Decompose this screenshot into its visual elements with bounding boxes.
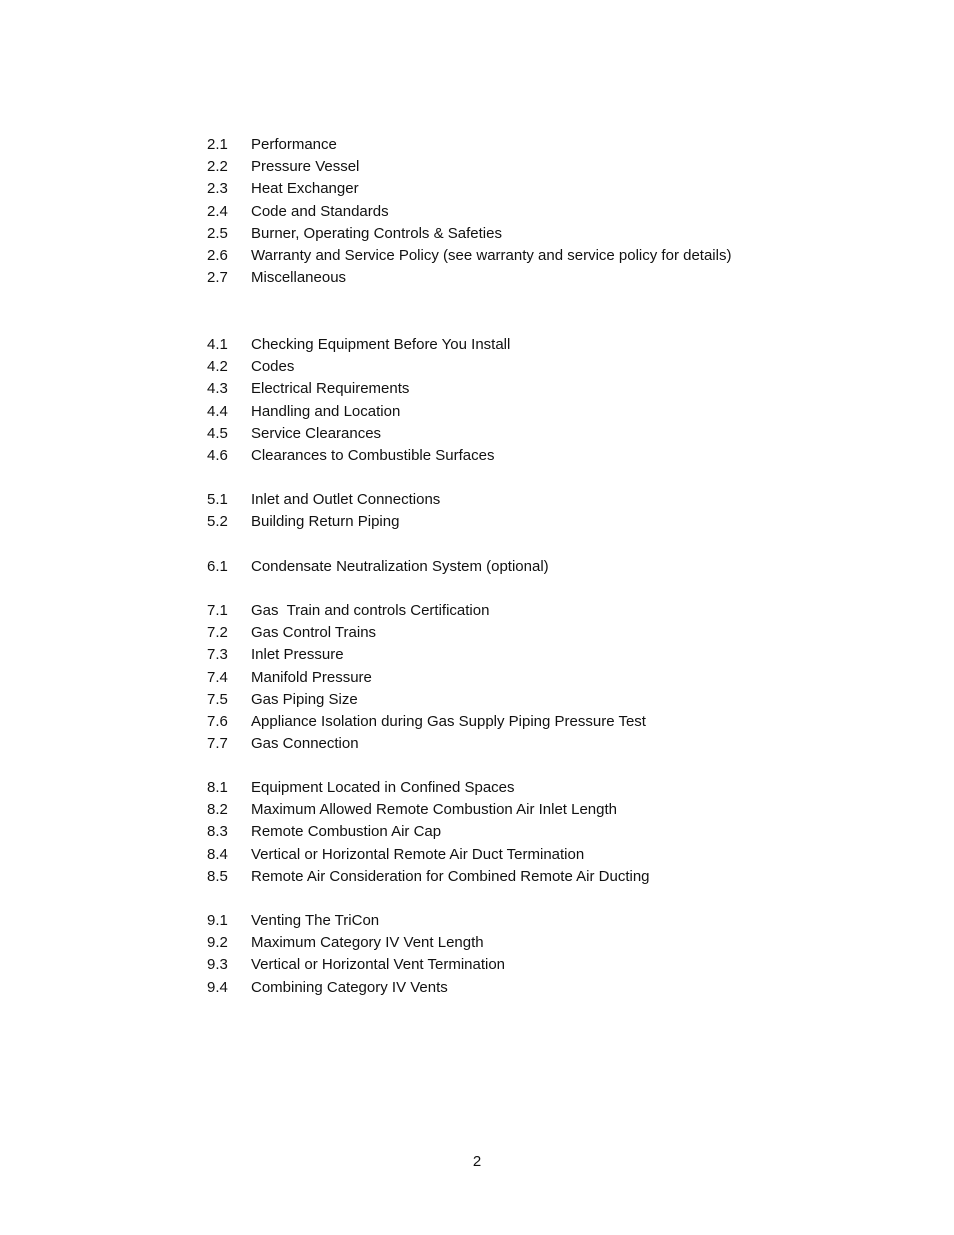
toc-entry — [207, 201, 807, 223]
toc-entry — [207, 489, 807, 511]
toc-entry-title: Inlet Pressure — [251, 646, 344, 664]
toc-entry-title: Service Clearances — [251, 424, 382, 442]
toc-section — [207, 910, 807, 999]
toc-entry-number: 4.1 — [207, 336, 228, 353]
toc-entry — [207, 556, 807, 578]
toc-entry-number: 9.3 — [207, 956, 228, 974]
toc-section — [207, 134, 807, 289]
toc-section — [207, 777, 807, 888]
toc-entry-number: 2.7 — [207, 269, 228, 287]
toc-entry-title: Performance — [251, 136, 337, 153]
toc-entry-number: 5.2 — [207, 513, 228, 531]
toc-entry-title: Condensate Neutralization System (optional) — [251, 558, 549, 575]
toc-entry-number: 7.6 — [207, 712, 228, 730]
toc-section — [207, 556, 807, 578]
toc-entry — [207, 245, 807, 267]
toc-entry-title: Burner, Operating Controls & Safeties — [251, 224, 502, 242]
toc-entry-title: Appliance Isolation during Gas Supply Piping Pressure Test — [251, 712, 646, 730]
toc-section — [207, 489, 807, 533]
toc-entry-title: Maximum Category IV Vent Length — [251, 934, 484, 952]
toc-entry — [207, 267, 807, 289]
toc-entry — [207, 178, 807, 200]
toc-entry-number: 5.1 — [207, 491, 228, 508]
toc-entry-number: 2.6 — [207, 246, 228, 264]
toc-entry-number: 2.3 — [207, 180, 228, 198]
toc-entry-number: 9.1 — [207, 912, 228, 929]
toc-entry-title: Gas Piping Size — [251, 690, 358, 708]
toc-entry-number: 9.2 — [207, 934, 228, 952]
toc-entry — [207, 866, 807, 888]
toc-entry-number: 7.2 — [207, 624, 228, 642]
toc-entry-number: 8.5 — [207, 867, 228, 885]
toc-entry-number: 8.2 — [207, 801, 228, 819]
toc-entry-number: 7.5 — [207, 690, 228, 708]
toc-entry — [207, 134, 807, 156]
toc-entry — [207, 799, 807, 821]
toc-entry-title: Equipment Located in Confined Spaces — [251, 779, 515, 796]
toc-entry — [207, 356, 807, 378]
toc-entry — [207, 378, 807, 400]
toc-entry-title: Venting The TriCon — [251, 912, 380, 929]
toc-entry-title: Gas Train and controls Certification — [251, 602, 490, 619]
toc-entry-title: Combining Category IV Vents — [251, 978, 448, 996]
toc-entry-title: Clearances to Combustible Surfaces — [251, 446, 495, 464]
toc-entry-number: 2.4 — [207, 202, 228, 220]
toc-entry-title: Pressure Vessel — [251, 158, 360, 176]
toc-entry — [207, 445, 807, 467]
toc-entry-number: 4.5 — [207, 424, 228, 442]
toc-entry — [207, 777, 807, 799]
toc-entry-number: 7.7 — [207, 735, 228, 753]
toc-entry — [207, 622, 807, 644]
toc-entry-title: Remote Air Consideration for Combined Remote Air Ducting — [251, 867, 650, 885]
toc-entry — [207, 844, 807, 866]
toc-entry-title: Maximum Allowed Remote Combustion Air Inlet Length — [251, 801, 618, 819]
toc-entry-number: 4.4 — [207, 402, 228, 420]
toc-entry-title: Inlet and Outlet Connections — [251, 491, 441, 508]
toc-entry — [207, 423, 807, 445]
toc-entry-title: Gas Control Trains — [251, 624, 377, 642]
toc-entry-title: Vertical or Horizontal Vent Termination — [251, 956, 506, 974]
toc-entry-title: Gas Connection — [251, 735, 359, 753]
toc-entry-number: 4.2 — [207, 358, 228, 376]
toc-entry-title: Codes — [251, 358, 295, 376]
toc-entry-number: 4.3 — [207, 380, 228, 398]
toc-entry-number: 4.6 — [207, 446, 228, 464]
toc-entry — [207, 910, 807, 932]
toc-entry-title: Warranty and Service Policy (see warranty and service policy for details) — [251, 246, 732, 264]
toc-entry-title: Electrical Requirements — [251, 380, 410, 398]
toc-entry-number: 2.1 — [207, 136, 228, 153]
toc-entry — [207, 511, 807, 533]
toc-entry — [207, 334, 807, 356]
toc-entry-number: 8.1 — [207, 779, 228, 796]
toc-entry-number: 6.1 — [207, 558, 228, 575]
toc-section — [207, 334, 807, 467]
page-number: 2 — [472, 1153, 482, 1170]
toc-section — [207, 600, 807, 755]
toc-entry — [207, 667, 807, 689]
toc-entry-number: 7.3 — [207, 646, 228, 664]
toc-entry — [207, 932, 807, 954]
toc-entry-title: Miscellaneous — [251, 269, 347, 287]
toc-entry — [207, 156, 807, 178]
toc-entry-number: 8.3 — [207, 823, 228, 841]
toc-entry-title: Manifold Pressure — [251, 668, 372, 686]
toc-entry-title: Code and Standards — [251, 202, 389, 220]
toc-entry — [207, 977, 807, 999]
toc-entry — [207, 223, 807, 245]
toc-entry — [207, 954, 807, 976]
toc-entry — [207, 733, 807, 755]
toc-entry-title: Remote Combustion Air Cap — [251, 823, 442, 841]
toc-entry-title: Heat Exchanger — [251, 180, 359, 198]
toc-entry-title: Handling and Location — [251, 402, 401, 420]
toc-entry-number: 2.5 — [207, 224, 228, 242]
toc-entry-number: 7.1 — [207, 602, 228, 619]
toc-entry-title: Vertical or Horizontal Remote Air Duct Termination — [251, 845, 585, 863]
toc-entry — [207, 711, 807, 733]
toc-entry-number: 8.4 — [207, 845, 228, 863]
toc-entry-number: 7.4 — [207, 668, 228, 686]
toc-entry-title: Building Return Piping — [251, 513, 400, 531]
toc-entry-title: Checking Equipment Before You Install — [251, 336, 511, 353]
toc-entry — [207, 401, 807, 423]
toc-entry-number: 2.2 — [207, 158, 228, 176]
toc-entry — [207, 821, 807, 843]
toc-entry — [207, 644, 807, 666]
toc-entry-number: 9.4 — [207, 978, 228, 996]
toc-entry — [207, 600, 807, 622]
toc-entry — [207, 689, 807, 711]
